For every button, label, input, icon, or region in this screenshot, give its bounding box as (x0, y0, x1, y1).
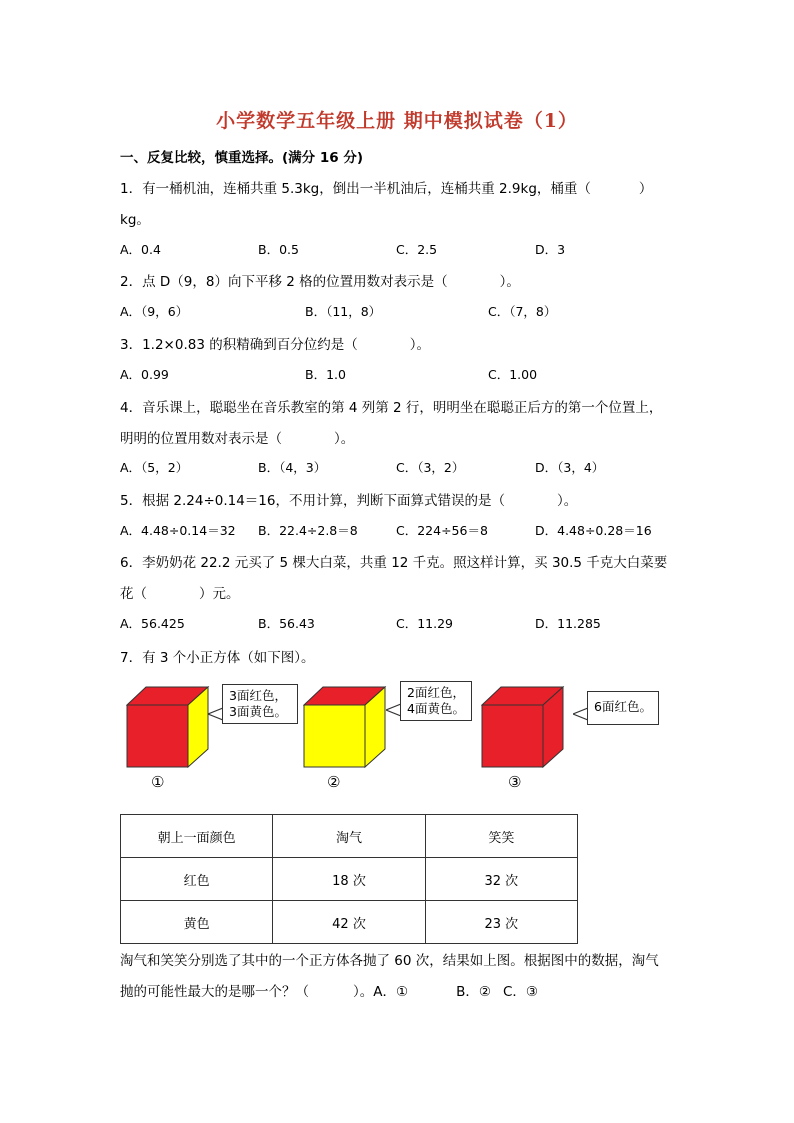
q1-option-d[interactable]: D．3 (535, 242, 566, 257)
q7-text: 抛的可能性最大的是哪一个？（ (120, 984, 309, 1000)
q4-text: 明明的位置用数对表示是（ (120, 431, 282, 447)
q4-line2 (120, 427, 354, 447)
cube-1-label: ① (151, 773, 165, 791)
q7-option-c[interactable]: C．③ (502, 984, 538, 1000)
q6-text: 花（ (120, 586, 147, 602)
cube-1-bubble-line1: 3面红色， (229, 688, 287, 703)
table-cell: 18 次 (273, 858, 425, 901)
q3-text: 3．1.2×0.83 的积精确到百分位约是（ (120, 337, 358, 353)
table-row (121, 901, 578, 944)
question-6: 6．李奶奶花 22.2 元买了 5 棵大白菜，共重 12 千克。照这样计算，买 30.5 千克大白菜要 (120, 555, 668, 571)
table-cell: 黄色 (121, 901, 273, 944)
cube-3-bubble-line1: 6面红色。 (594, 699, 652, 714)
cube-1-bubble-line2: 3面黄色。 (229, 704, 287, 719)
table-cell: 红色 (121, 858, 273, 901)
q4-option-d[interactable]: D．（3，4） (535, 460, 605, 475)
section-heading: 一、反复比较，慎重选择。(满分 16 分) (120, 150, 364, 166)
q1-option-a[interactable]: A．0.4 (120, 242, 161, 257)
question-7: 7．有 3 个小正方体（如下图）。 (120, 650, 315, 666)
q1-option-b[interactable]: B．0.5 (258, 242, 299, 257)
q1-bracket: ） (638, 181, 653, 197)
q7-question-line (120, 980, 538, 1000)
q6-option-c[interactable]: C．11.29 (396, 616, 454, 631)
cube-3-bubble (587, 691, 659, 725)
q2-option-a[interactable]: A．（9，6） (120, 304, 189, 319)
page-title: 小学数学五年级上册 期中模拟试卷（1） (216, 110, 578, 132)
q5-option-a[interactable]: A．4.48÷0.14＝32 (120, 523, 236, 538)
q6-option-b[interactable]: B．56.43 (258, 616, 315, 631)
cube-3-front (482, 705, 543, 767)
q2-option-c[interactable]: C．（7，8） (488, 304, 557, 319)
q5-option-d[interactable]: D．4.48÷0.28＝16 (535, 523, 652, 538)
q4-option-a[interactable]: A．（5，2） (120, 460, 189, 475)
q2-text: 2．点 D（9，8）向下平移 2 格的位置用数对表示是（ (120, 274, 448, 290)
q1-option-c[interactable]: C．2.5 (396, 242, 438, 257)
table-cell: 42 次 (273, 901, 425, 944)
q4-bracket: ）。 (334, 431, 355, 447)
q1-text: 1．有一桶机油，连桶共重 5.3kg，倒出一半机油后，连桶共重 2.9kg，桶重（ (120, 181, 591, 197)
q5-option-b[interactable]: B．22.4÷2.8＝8 (258, 523, 358, 538)
q2-bracket: ）。 (499, 274, 520, 290)
cube-1-bubble (222, 684, 298, 724)
q1-line2: kg。 (120, 212, 150, 228)
q6-option-a[interactable]: A．56.425 (120, 616, 185, 631)
question-4: 4．音乐课上，聪聪坐在音乐教室的第 4 列第 2 行，明明坐在聪聪正后方的第一个位置上， (120, 400, 663, 416)
cube-2-label: ② (327, 773, 341, 791)
cube-2-front (304, 705, 365, 767)
table-cell: 32 次 (425, 858, 577, 901)
question-1 (120, 177, 652, 197)
question-3 (120, 333, 430, 353)
table-cell: 23 次 (425, 901, 577, 944)
q2-option-b[interactable]: B．（11，8） (305, 304, 382, 319)
question-2 (120, 270, 520, 290)
question-5 (120, 489, 577, 509)
q7-option-b[interactable]: B．② (456, 984, 491, 1000)
table-header-cell: 笑笑 (425, 815, 577, 858)
cube-2-bubble (400, 681, 472, 721)
table-row (121, 858, 578, 901)
cube-1-figure (126, 686, 210, 768)
q6-option-d[interactable]: D．11.285 (535, 616, 601, 631)
q3-option-c[interactable]: C．1.00 (488, 367, 538, 382)
q7-description: 淘气和笑笑分别选了其中的一个正方体各抛了 60 次，结果如上图。根据图中的数据，淘气 (120, 953, 659, 969)
q4-option-b[interactable]: B．（4，3） (258, 460, 327, 475)
q6-line2 (120, 582, 240, 602)
cube-3-label: ③ (508, 773, 522, 791)
results-table (120, 814, 578, 944)
table-header-row (121, 815, 578, 858)
q3-bracket: ）。 (409, 337, 430, 353)
table-header-cell: 淘气 (273, 815, 425, 858)
cube-3-figure (481, 686, 565, 768)
table-header-cell: 朝上一面颜色 (121, 815, 273, 858)
q4-option-c[interactable]: C．（3，2） (396, 460, 465, 475)
q5-bracket: ）。 (557, 493, 578, 509)
q5-option-c[interactable]: C．224÷56＝8 (396, 523, 488, 538)
q6-bracket: ）元。 (199, 586, 240, 602)
cube-2-figure (303, 686, 387, 768)
q5-text: 5．根据 2.24÷0.14＝16，不用计算，判断下面算式错误的是（ (120, 493, 505, 509)
q7-option-a[interactable]: ）。A．① (353, 984, 409, 1000)
q3-option-a[interactable]: A．0.99 (120, 367, 169, 382)
cube-2-bubble-line1: 2面红色， (407, 685, 465, 700)
cube-2-bubble-line2: 4面黄色。 (407, 701, 465, 716)
cube-1-front (127, 705, 188, 767)
q3-option-b[interactable]: B．1.0 (305, 367, 346, 382)
